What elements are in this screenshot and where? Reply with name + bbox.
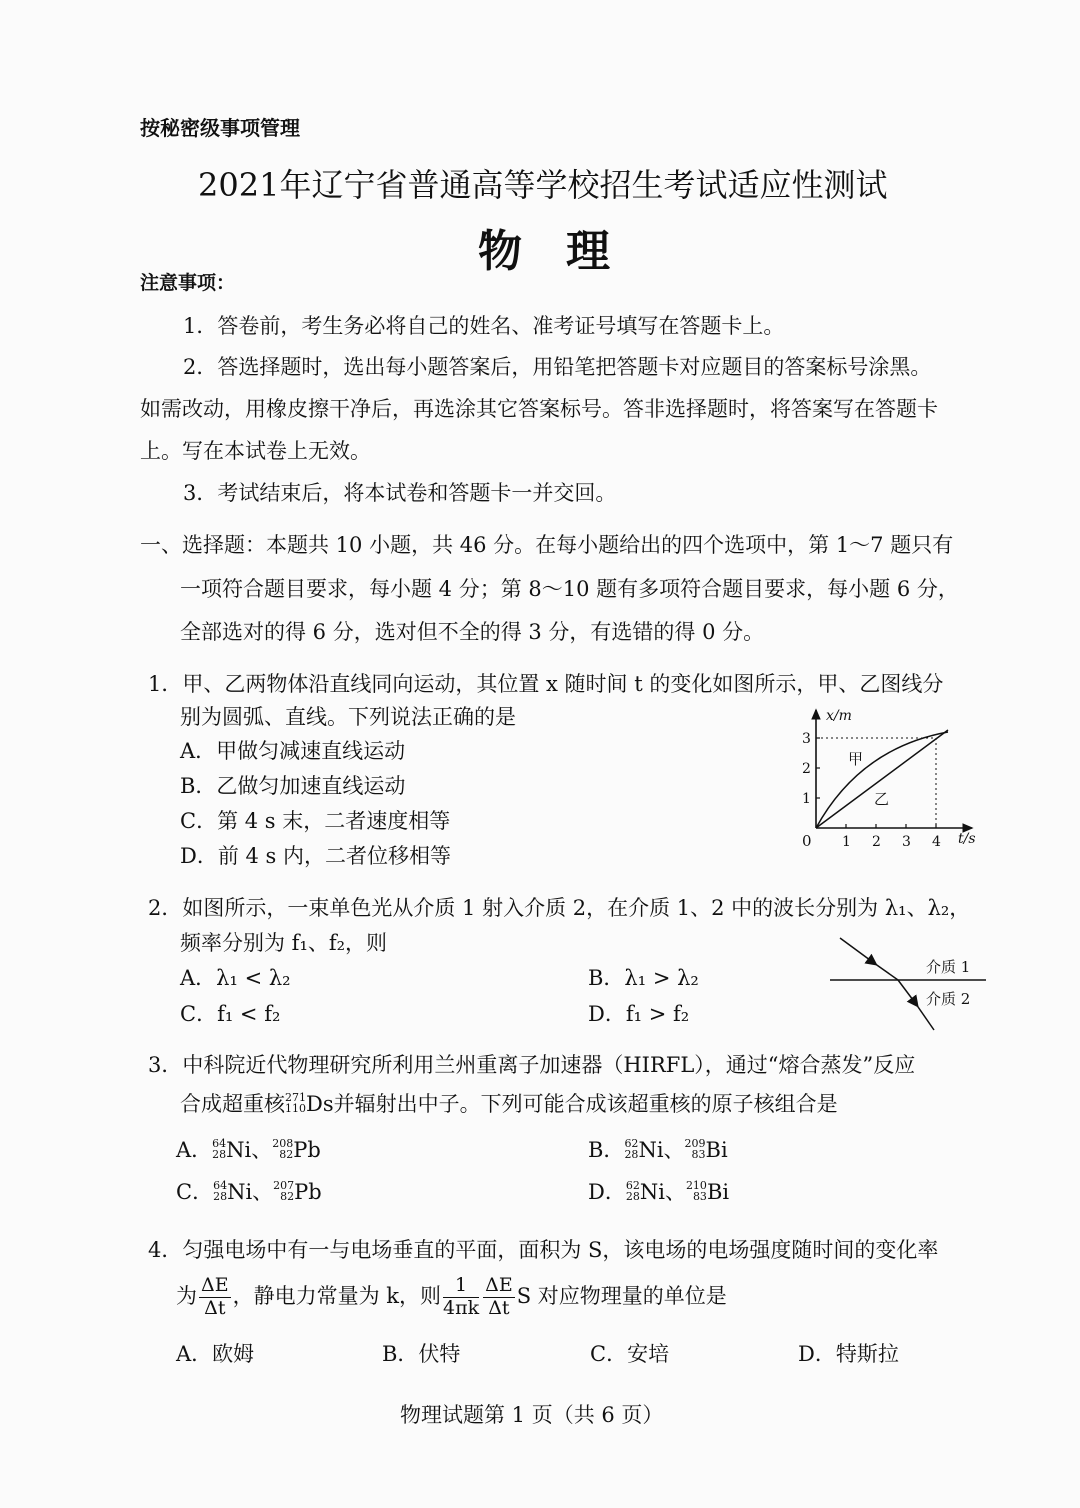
x-tick-4: 4 (932, 834, 941, 850)
curve-label-yi: 乙 (874, 790, 890, 808)
q2-option-b: B．λ₁ > λ₂ (588, 966, 699, 990)
notice-item-2-line-1: 2．答选择题时，选出每小题答案后，用铅笔把答题卡对应题目的答案标号涂黑。 (183, 355, 932, 379)
x-tick-1: 1 (842, 834, 851, 850)
origin-label: 0 (802, 832, 812, 850)
nuclide-ds-indices: 271 110 (285, 1090, 306, 1115)
section-1-line-3: 全部选对的得 6 分，选对但不全的得 3 分，有选错的得 0 分。 (180, 620, 765, 644)
y-tick-3: 3 (802, 731, 811, 747)
exam-title: 2021年辽宁省普通高等学校招生考试适应性测试 (198, 166, 888, 204)
q2-stem-line-2: 频率分别为 f₁、f₂，则 (180, 931, 388, 955)
q4-option-d: D．特斯拉 (798, 1342, 899, 1366)
q4-option-b: B．伏特 (382, 1342, 461, 1366)
q1-stem-line-2: 别为圆弧、直线。下列说法正确的是 (180, 705, 516, 729)
q3-stem-pre: 合成超重核 (180, 1092, 285, 1116)
y-tick-2: 2 (802, 761, 811, 777)
q4-option-a: A．欧姆 (176, 1342, 255, 1366)
y-axis-label: x/m (826, 708, 852, 724)
x-axis-label: t/s (958, 831, 976, 847)
y-tick-1: 1 (802, 791, 811, 807)
q1-option-b: B．乙做匀加速直线运动 (180, 774, 406, 798)
subject-title: 物 理 (478, 226, 610, 277)
notice-item-2-line-3: 上。写在本试卷上无效。 (140, 439, 371, 463)
q1-option-a: A．甲做匀减速直线运动 (180, 739, 406, 763)
section-1-line-2: 一项符合题目要求，每小题 4 分；第 8～10 题有多项符合题目要求，每小题 6 分， (180, 577, 959, 601)
q3-option-b: B． 62 28 Ni、 209 83 Bi (588, 1136, 728, 1162)
notice-item-3: 3．考试结束后，将本试卷和答题卡一并交回。 (183, 481, 617, 505)
page-footer: 物理试题第 1 页（共 6 页） (400, 1403, 664, 1427)
q3-stem-post: 并辐射出中子。下列可能合成该超重核的原子核组合是 (333, 1092, 838, 1116)
q3-option-c: C． 64 28 Ni、 207 82 Pb (176, 1178, 322, 1204)
notice-title: 注意事项： (140, 272, 236, 294)
q4-stem-line-1: 4．匀强电场中有一与电场垂直的平面，面积为 S，该电场的电场强度随时间的变化率 (148, 1238, 939, 1262)
q1-option-c: C．第 4 s 末，二者速度相等 (180, 809, 451, 833)
q1-option-d: D．前 4 s 内，二者位移相等 (180, 844, 451, 868)
q2-option-d: D．f₁ > f₂ (588, 1002, 690, 1026)
q1-xt-graph (790, 700, 990, 858)
refracted-ray (898, 980, 916, 1004)
q3-stem-line-1: 3．中科院近代物理研究所利用兰州重离子加速器（HIRFL），通过“熔合蒸发”反应 (148, 1053, 916, 1077)
q2-option-c: C．f₁ < f₂ (180, 1002, 281, 1026)
q2-stem-line-1: 2．如图所示，一束单色光从介质 1 射入介质 2，在介质 1、2 中的波长分别为 λ₁、λ₂， (148, 896, 971, 920)
notice-item-2-line-2: 如需改动，用橡皮擦干净后，再选涂其它答案标号。答非选择题时，将答案写在答题卡 (140, 397, 938, 421)
fraction-dE-dt-2: $\frac{\Delta E}{\Delta t}$ (485, 1274, 513, 1319)
nuclide-ds-symbol: Ds (306, 1092, 334, 1116)
q2-option-a: A．λ₁ < λ₂ (180, 966, 291, 990)
q3-stem-line-2 (180, 1090, 838, 1117)
line-yi (816, 730, 948, 828)
fraction-1-over-4pik: $\frac{1}{4\pi k}$ (443, 1274, 480, 1319)
incident-ray (840, 938, 874, 963)
x-tick-2: 2 (872, 834, 881, 850)
x-tick-3: 3 (902, 834, 911, 850)
secrecy-label: 按秘密级事项管理 (140, 116, 300, 140)
medium-1-label: 介质 1 (926, 958, 971, 976)
notice-item-1: 1．答卷前，考生务必将自己的姓名、准考证号填写在答题卡上。 (183, 314, 785, 338)
q4-stem-line-2: 为 $\frac{\Delta E}{\Delta t}$ ，静电力常量为 k，则 $\frac{1}{4\pi k}$ $\frac{\Delta E}{\Delta t}$ S 对应物理量的单位是 (176, 1274, 727, 1319)
q3-option-a: A． 64 28 Ni、 208 82 Pb (176, 1136, 321, 1162)
section-1-line-1: 一、选择题：本题共 10 小题，共 46 分。在每小题给出的四个选项中，第 1～7 题只有 (140, 533, 954, 557)
fraction-dE-dt: $\frac{\Delta E}{\Delta t}$ (201, 1274, 229, 1319)
curve-label-jia: 甲 (848, 750, 864, 768)
q1-stem-line-1: 1．甲、乙两物体沿直线同向运动，其位置 x 随时间 t 的变化如图所示，甲、乙图线分 (148, 672, 944, 696)
q4-option-c: C．安培 (590, 1342, 670, 1366)
q2-refraction-diagram (826, 930, 990, 1036)
incident-ray-tail (874, 963, 898, 980)
q3-option-d: D． 62 28 Ni、 210 83 Bi (588, 1178, 730, 1204)
medium-2-label: 介质 2 (926, 990, 971, 1008)
